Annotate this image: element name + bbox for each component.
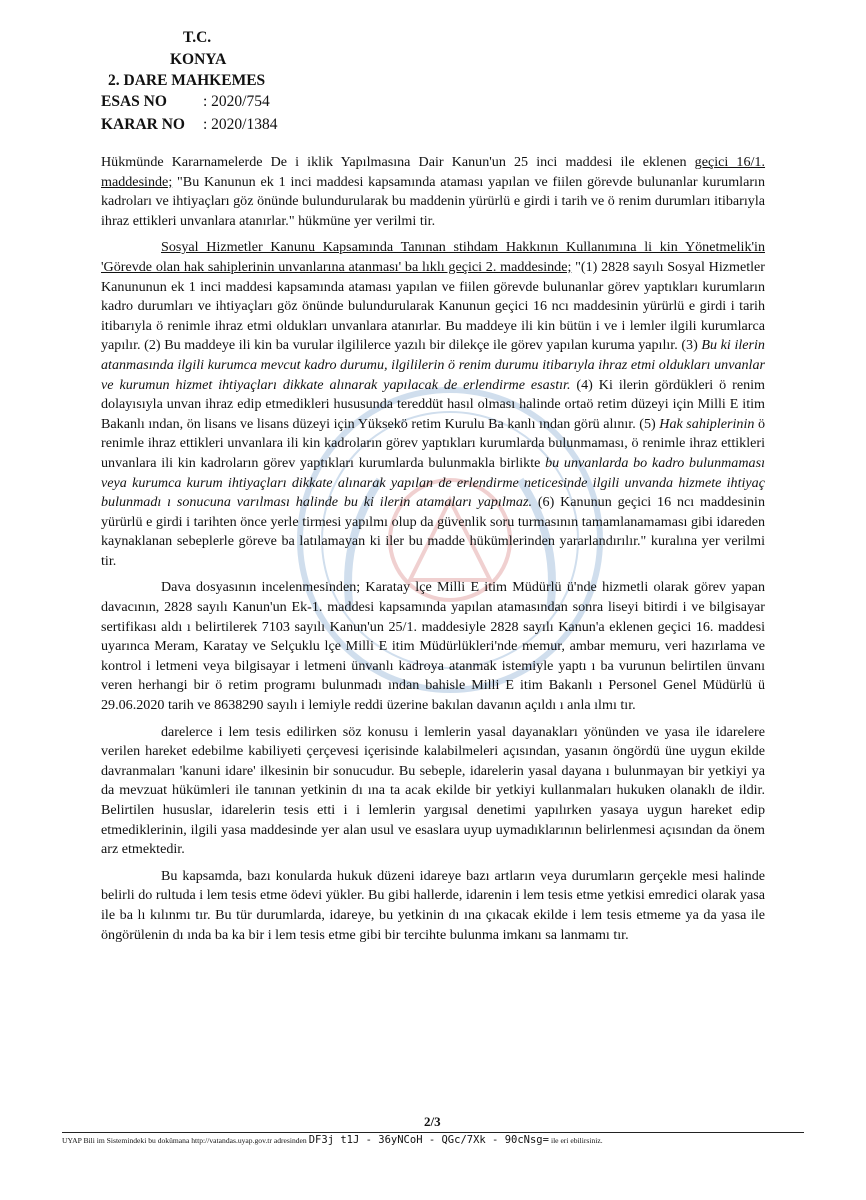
header-state: T.C. (183, 29, 212, 46)
paragraph-2 (101, 238, 765, 571)
p2-italic-b: Hak sahiplerinin (659, 415, 755, 432)
footer-divider (62, 1132, 804, 1133)
page-number: 2/3 (424, 1114, 441, 1129)
paragraph-5: Bu kapsamda, bazı konularda hukuk düzeni idareye bazı artların veya durumların gerçekle mesi halinde belirli do rultuda i lem tesis etme ödevi yükler. Bu gibi hallerde, idarenin i lem tesis etme yetkisi emredici olarak yasa ile ba lı kılınmı tır. Bu tür durumlarda, idareye, bu yetkinin dı ına çıkacak ekilde i lem tesis etmeme ya da yasa ile öngörülenin dı ında ba ka bir i lem tesis etme gibi bir tercihte bulunma imkanı sa lanmamı tır. (101, 867, 765, 943)
karar-label: KARAR NO (101, 116, 185, 133)
esas-label: ESAS NO (101, 93, 167, 110)
p1-text-b: "Bu Kanunun ek 1 inci maddesi kapsamında ataması yapılan ve fiilen görevde bulunanlar kurumların kadroları ve ihtiyaçları göz önünde bulundurularak bu maddenin yürürlü e girdi i tarih ve ö renim durumları itibarıyla ihraz ettikleri unvanlara atanırlar." hükmüne yer verilmi tir. (101, 173, 765, 229)
header-esas-row (101, 92, 270, 112)
p2-text-a: "(1) 2828 sayılı Sosyal Hizmetler Kanununun ek 1 inci maddesi kapsamında ataması yapılan ve fiilen görevde bulunanlar görev yaptıkları kurumların kadro durumları ve ihtiyaçları göz önünde bulundurularak Kanunun geçici 16 ncı maddesinin yürürlü e girdi i tarih itibarıyla ö renimle ihraz etmi oldukları unvanlara atanırlar. Bu maddeye ili kin bütün i ve i lemler ilgili kurumlarca yapılır. (2) Bu maddeye ili kin ba vurular ilgililerce yazılı bir dilekçe ile görev yapılan kuruma yapılır. (3) (101, 258, 765, 354)
p2-regulation-title: Sosyal Hizmetler Kanunu Kapsamında Tanınan stihdam Hakkının Kullanımına li kin Yönetmelik'in 'Görevde olan hak sahiplerinin unvanlarına atanması' ba lıklı geçici 2. maddesinde; (101, 239, 765, 275)
p2-italic-a: Bu ki ilerin atanmasında ilgili kurumca mevcut kadro durumu, ilgililerin ö renim durumu itibarıyla ihraz etmi oldukları unvanlar ve kurumun hizmet ihtiyaçları dikkate alınarak yapılacak de erlendirme esastır. (101, 337, 765, 393)
footer-suffix: ile eri ebilirsiniz. (550, 1136, 603, 1145)
p2-italic-c: bu unvanlarda bo kadro bulunmaması veya kurumca kurum ihtiyaçları dikkate alınarak yapılan de erlendirme neticesinde ilgili unvanda hizmete ihtiyaç bulunmadı ı sonucuna varılması halinde bu ki ilerin atamaları yapılmaz. (101, 454, 765, 511)
p2-text-d: (6) Kanunun geçici 16 ncı maddesinin yürürlü e girdi i tarihten önce yerle tirmesi yapılmı olup da güvenlik soru turmasının tamamlanamaması gibi idareden kaynaklanan sebeplerle göreve ba latılamayan ki iler bu madde hükümlerinden yararlandırılır." kuralına yer verilmi tir. (101, 494, 765, 569)
p1-text-a: Hükmünde Kararnamelerde De i iklik Yapılmasına Dair Kanun'un 25 inci maddesi ile eklenen (101, 154, 695, 170)
karar-value: : 2020/1384 (203, 116, 278, 133)
paragraph-1 (101, 153, 765, 231)
header-karar-row (101, 115, 278, 135)
esas-value: : 2020/754 (203, 93, 270, 110)
p2-text-c: ö renimle ihraz ettikleri unvanlara ili kin kadroların görev yaptıkları kurumlarda bulunmaması, ö renimle ihraz ettikleri unvanlara ili kin kadroların görev yaptıkları kurumlarda bulunmakla birlikte (101, 415, 765, 471)
p1-reference: geçici 16/1. maddesinde; (101, 154, 766, 190)
footer-code: DF3j t1J - 36yNCoH - QGc/7Xk - 90cNsg= (308, 1134, 549, 1146)
document-body (101, 153, 765, 945)
header-court-name: 2. DARE MAHKEMES (108, 72, 266, 89)
p2-text-b: (4) Ki ilerin gördükleri ö renim dolayısıyla unvan ihraz edip etmedikleri hususunda tereddüt hasıl olması halinde ortaö retim düzeyi için Milli E itim Bakanlı ından, ön lisans ve lisans düzeyi için Yüksekö retim Kurulu Ba kanlı ından görü alınır. (5) (101, 376, 765, 432)
footer-verification (62, 1134, 804, 1146)
header-city: KONYA (170, 51, 227, 68)
footer-prefix: UYAP Bili im Sistemindeki bu dokümana http://vatandas.uyap.gov.tr adresinden (62, 1136, 307, 1145)
paragraph-4: darelerce i lem tesis edilirken söz konusu i lemlerin yasal dayanakları yönünden ve yasa ile idarelere verilen hareket edebilme kabiliyeti çerçevesi içerisinde kalabilmeleri açısından, yasanın öngördü üne uygun ekilde davranmaları 'kanuni idare' ilkesinin bir sonucudur. Bu sebeple, idarelerin yasal dayana ı bulunmayan bir yetkiyi ya da mevzuat hükümleri ile tanınan yetkinin dı ına ta acak ekilde bir yetkiyi kullanmaları hukuken olanaklı de ildir. Belirtilen hususlar, idarelerin tesis etti i i lemlerin yargısal denetimi yapılırken yasaya uygun hareket edip etmediklerinin, ilgili yasa maddesinde yer alan usul ve esaslara uyup uymadıklarının belirlenmesi açısından da önem arz etmektedir. (101, 723, 765, 858)
paragraph-3: Dava dosyasının incelenmesinden; Karatay lçe Milli E itim Müdürlü ü'nde hizmetli olarak görev yapan davacının, 2828 sayılı Kanun'un Ek-1. maddesi kapsamında yapılan atamasından sonra liseyi bitirdi i ve bilgisayar sertifikası aldı ı belirtilerek 7103 sayılı Kanun'un 25/1. maddesiyle 2828 sayılı Kanun'a eklenen geçici 16. maddesi uyarınca Meram, Karatay ve Selçuklu lçe Milli E itim Müdürlükleri'nde memur, ambar memuru, veri hazırlama ve kontrol i letmeni veya bilgisayar i letmeni ünvanlı kadroya atanmak istemiyle yaptı ı ba vurunun belirtilen ünvanı veren herhangi bir ö retim programı bulunmadı ından bahisle Milli E itim Bakanlı ı Personel Genel Müdürlü ü 29.06.2020 tarih ve 8638290 sayılı i lemiyle reddi üzerine bakılan davanın açıldı ı anla ılmı tır. (101, 579, 765, 714)
